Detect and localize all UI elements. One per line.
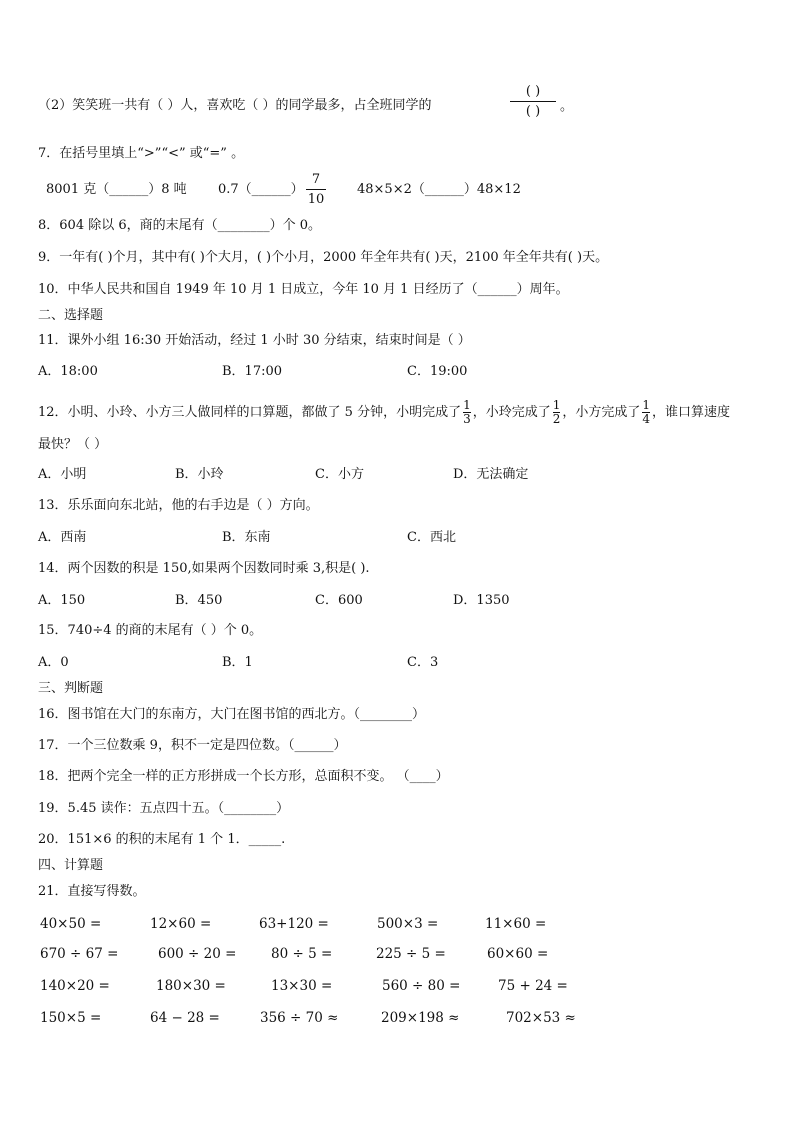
question-8: 8．604 除以 6，商的末尾有（________）个 0。 [38, 218, 322, 233]
calc-item: 150×5 = [40, 1010, 102, 1026]
q12-option-b: B．小玲 [175, 467, 224, 482]
q13-option-a: A．西南 [38, 530, 87, 545]
question-9: 9．一年有( )个月，其中有( )个大月，( )个小月，2000 年全年共有( )天，2100 年全年共有( )天。 [38, 250, 609, 265]
q15-option-b: B．1 [222, 655, 253, 670]
calc-item: 60×60 = [487, 946, 549, 962]
q7-item-a: 8001 克（______）8 吨 [46, 182, 187, 197]
question-16: 16．图书馆在大门的东南方，大门在图书馆的西北方。（________） [38, 707, 426, 722]
q14-option-d: D．1350 [453, 593, 510, 608]
question-11: 11．课外小组 16:30 开始活动，经过 1 小时 30 分结束，结束时间是（ ） [38, 333, 471, 348]
calc-item: 140×20 = [40, 978, 110, 994]
question-20: 20．151×6 的积的末尾有 1 个 1．_____. [38, 832, 286, 847]
q15-option-a: A．0 [38, 655, 69, 670]
calc-item: 560 ÷ 80 = [382, 978, 461, 994]
q14-option-b: B．450 [175, 593, 223, 608]
question-18: 18．把两个完全一样的正方形拼成一个长方形，总面积不变。 （____） [38, 769, 449, 784]
fraction-one-third: $\frac{1}{3}$ [463, 398, 471, 426]
question-10: 10．中华人民共和国自 1949 年 10 月 1 日成立，今年 10 月 1 日经历了（______）周年。 [38, 282, 569, 297]
q12-option-d: D．无法确定 [453, 467, 529, 482]
q13-option-b: B．东南 [222, 530, 271, 545]
period: 。 [560, 99, 574, 114]
section-calc: 四、计算题 [38, 858, 104, 873]
question-13: 13．乐乐面向东北站，他的右手边是（ ）方向。 [38, 498, 319, 513]
calc-item: 500×3 = [377, 916, 439, 932]
q12-option-a: A．小明 [38, 467, 87, 482]
question-14: 14．两个因数的积是 150,如果两个因数同时乘 3,积是( ). [38, 561, 370, 576]
fraction-one-half: $\frac{1}{2}$ [552, 398, 561, 426]
q7-fraction: 7 10 [307, 172, 325, 207]
q14-option-a: A．150 [38, 593, 86, 608]
section-judge: 三、判断题 [38, 681, 104, 696]
calc-item: 64 − 28 = [150, 1010, 220, 1026]
calc-item: 63+120 = [259, 916, 329, 932]
question-7: 7．在括号里填上“>”“<” 或“=” 。 [38, 146, 245, 161]
question-19: 19．5.45 读作：五点四十五。（________） [38, 801, 290, 816]
question-6-2: （2）笑笑班一共有（ ）人，喜欢吃（ ）的同学最多，占全班同学的 [38, 98, 432, 113]
answer-fraction: ( ) ( ) [510, 84, 556, 119]
question-17: 17．一个三位数乘 9，积不一定是四位数。（______） [38, 738, 347, 753]
q7-item-c: 48×5×2（______）48×12 [357, 182, 521, 197]
q11-option-a: A．18:00 [38, 364, 98, 379]
calc-item: 670 ÷ 67 = [40, 946, 119, 962]
q7-item-b: 0.7（______） [218, 182, 304, 197]
question-21: 21．直接写得数。 [38, 884, 146, 899]
q15-option-c: C．3 [407, 655, 439, 670]
calc-item: 40×50 = [40, 916, 102, 932]
calc-item: 600 ÷ 20 = [158, 946, 237, 962]
question-12: 12．小明、小玲、小方三人做同样的口算题，都做了 5 分钟，小明完成了 $\frac{1}{3}$ ，小玲完成了 $\frac{1}{2}$ ，小方完成了 $\frac{1}{4}$ ，谁口算速度 [38, 398, 731, 426]
section-choice: 二、选择题 [38, 308, 104, 323]
calc-item: 702×53 ≈ [506, 1010, 576, 1026]
fraction-one-quarter: $\frac{1}{4}$ [642, 398, 651, 426]
calc-item: 225 ÷ 5 = [376, 946, 446, 962]
calc-item: 12×60 = [150, 916, 212, 932]
calc-item: 180×30 = [156, 978, 226, 994]
calc-item: 356 ÷ 70 ≈ [260, 1010, 339, 1026]
q12-option-c: C．小方 [315, 467, 364, 482]
calc-item: 75 + 24 = [498, 978, 568, 994]
calc-item: 80 ÷ 5 = [271, 946, 333, 962]
q11-option-c: C．19:00 [407, 364, 468, 379]
calc-item: 13×30 = [271, 978, 333, 994]
question-15: 15．740÷4 的商的末尾有（ ）个 0。 [38, 623, 263, 638]
q11-option-b: B．17:00 [222, 364, 283, 379]
question-12-line2: 最快？（ ） [38, 437, 108, 452]
q13-option-c: C．西北 [407, 530, 456, 545]
q14-option-c: C．600 [315, 593, 363, 608]
calc-item: 209×198 ≈ [381, 1010, 460, 1026]
calc-item: 11×60 = [485, 916, 547, 932]
